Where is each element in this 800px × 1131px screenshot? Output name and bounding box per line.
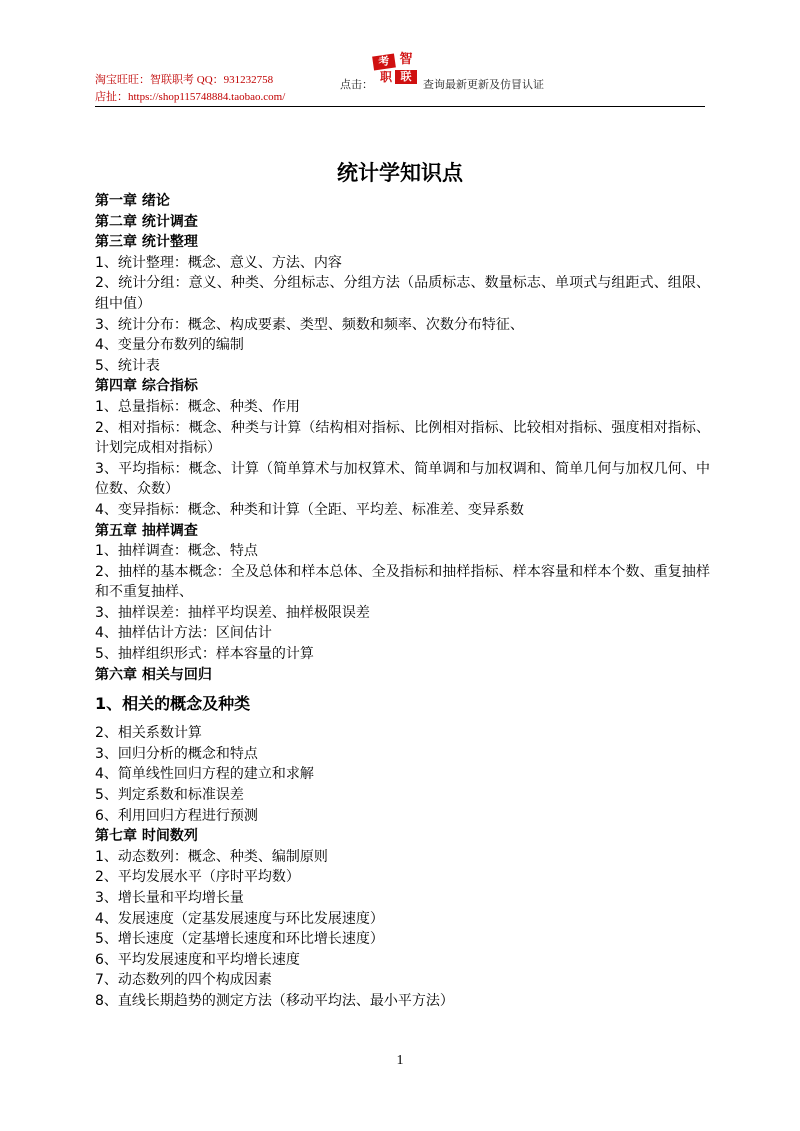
outline-item: 1、总量指标：概念、种类、作用	[95, 398, 300, 415]
outline-item: 4、变异指标：概念、种类和计算（全距、平均差、标准差、变异系数	[95, 501, 524, 518]
logo-char: 职	[379, 70, 392, 84]
outline-item: 4、发展速度（定基发展速度与环比发展速度）	[95, 910, 384, 927]
logo-char: 考	[372, 54, 396, 71]
page-number: 1	[396, 1053, 404, 1068]
outline-item: 1、抽样调查：概念、特点	[95, 543, 258, 560]
click-label: 点击：	[340, 78, 373, 91]
outline-item: 2、抽样的基本概念：全及总体和样本总体、全及指标和抽样指标、样本容量和样本个数、重复抽样和不重复抽样、	[95, 563, 710, 601]
outline-item: 3、增长量和平均增长量	[95, 890, 244, 906]
chapter-heading: 第四章 综合指标	[95, 378, 198, 395]
chapter-heading: 第一章 绪论	[95, 193, 170, 209]
chapter-heading: 第五章 抽样调查	[95, 522, 198, 539]
outline-item: 2、平均发展水平（序时平均数）	[95, 869, 300, 886]
outline-item: 5、抽样组织形式：样本容量的计算	[95, 646, 314, 663]
outline-item: 1、统计整理：概念、意义、方法、内容	[95, 254, 342, 271]
outline-item: 4、抽样估计方法：区间估计	[95, 625, 272, 642]
shop-url-link[interactable]: 店扯：https://shop115748884.taobao.com/	[95, 91, 286, 103]
outline-item: 2、相对指标：概念、种类与计算（结构相对指标、比例相对指标、比较相对指标、强度相对指标、计划完成相对指标）	[95, 419, 710, 457]
outline-item: 5、判定系数和标准误差	[95, 787, 244, 804]
outline-item: 3、回归分析的概念和特点	[95, 745, 258, 762]
zhilian-logo[interactable]	[373, 52, 421, 85]
outline-item: 4、简单线性回归方程的建立和求解	[95, 766, 314, 783]
outline-item: 4、变量分布数列的编制	[95, 337, 244, 354]
shop-info	[95, 72, 285, 106]
outline-item: 3、平均指标：概念、计算（简单算术与加权算术、简单调和与加权调和、简单几何与加权几何、中位数、众数）	[95, 460, 710, 498]
outline-item: 5、统计表	[95, 357, 160, 374]
outline-item: 5、增长速度（定基增长速度和环比增长速度）	[95, 931, 384, 948]
logo-char: 智	[399, 52, 413, 67]
page-title: 统计学知识点	[337, 161, 463, 185]
logo-char: 联	[395, 70, 417, 84]
shop-contact-line: 淘宝旺旺：智联职考 QQ：931232758	[95, 74, 274, 86]
outline-item: 7、动态数列的四个构成因素	[95, 972, 272, 989]
outline-item: 2、相关系数计算	[95, 725, 202, 742]
outline-item: 1、相关的概念及种类	[95, 694, 251, 714]
outline-item: 6、利用回归方程进行预测	[95, 807, 258, 824]
verify-link[interactable]: 查询最新更新及仿冒认证	[423, 78, 544, 91]
outline-item: 6、平均发展速度和平均增长速度	[95, 951, 300, 968]
header-divider	[95, 106, 705, 107]
chapter-heading: 第二章 统计调查	[95, 213, 198, 230]
outline-content	[95, 191, 710, 1012]
outline-item: 3、抽样误差：抽样平均误差、抽样极限误差	[95, 604, 370, 621]
outline-item: 1、动态数列：概念、种类、编制原则	[95, 848, 328, 865]
chapter-heading: 第三章 统计整理	[95, 234, 198, 251]
chapter-heading: 第七章 时间数列	[95, 828, 198, 845]
outline-item: 2、统计分组：意义、种类、分组标志、分组方法（品质标志、数量标志、单项式与组距式、组限、组中值）	[95, 275, 710, 312]
outline-item: 8、直线长期趋势的测定方法（移动平均法、最小平方法）	[95, 992, 454, 1009]
page-header	[95, 52, 705, 108]
chapter-heading: 第六章 相关与回归	[95, 666, 212, 683]
outline-item: 3、统计分布：概念、构成要素、类型、频数和频率、次数分布特征、	[95, 316, 524, 333]
